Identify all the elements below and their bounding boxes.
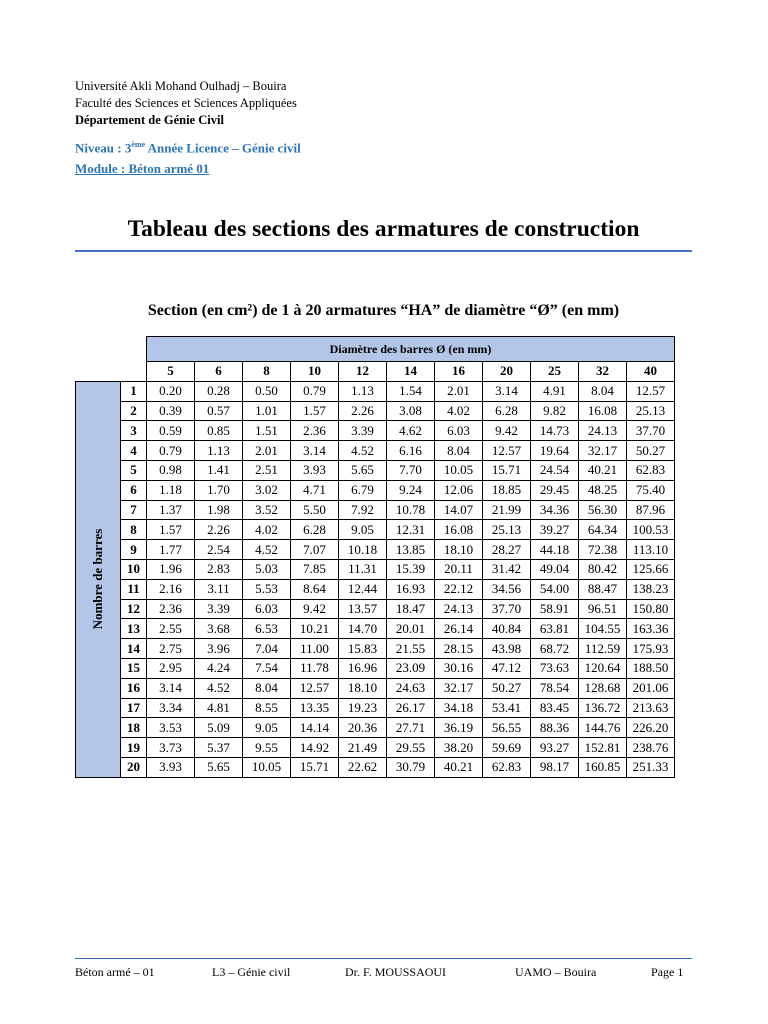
section-value: 8.64: [291, 579, 339, 599]
section-value: 50.27: [483, 678, 531, 698]
section-value: 7.04: [243, 639, 291, 659]
section-value: 4.81: [195, 698, 243, 718]
section-value: 1.41: [195, 460, 243, 480]
section-value: 34.18: [435, 698, 483, 718]
footer-author: Dr. F. MOUSSAOUI: [345, 965, 447, 979]
section-value: 3.93: [291, 460, 339, 480]
section-value: 56.55: [483, 718, 531, 738]
section-value: 15.83: [339, 639, 387, 659]
section-value: 2.75: [147, 639, 195, 659]
section-value: 2.36: [147, 599, 195, 619]
section-value: 160.85: [579, 757, 627, 777]
table-row: [76, 500, 675, 520]
table-row: [76, 381, 675, 401]
section-value: 5.65: [339, 460, 387, 480]
bar-count: 6: [121, 480, 147, 500]
section-value: 201.06: [627, 678, 675, 698]
table-row: [76, 441, 675, 461]
section-value: 58.91: [531, 599, 579, 619]
section-value: 68.72: [531, 639, 579, 659]
section-value: 5.50: [291, 500, 339, 520]
section-value: 10.21: [291, 619, 339, 639]
section-value: 4.24: [195, 658, 243, 678]
section-value: 3.53: [147, 718, 195, 738]
section-value: 32.17: [435, 678, 483, 698]
bar-count: 16: [121, 678, 147, 698]
section-value: 11.31: [339, 559, 387, 579]
section-value: 0.98: [147, 460, 195, 480]
section-value: 19.64: [531, 441, 579, 461]
bar-count: 12: [121, 599, 147, 619]
section-value: 1.01: [243, 401, 291, 421]
section-value: 1.54: [387, 381, 435, 401]
section-value: 62.83: [627, 460, 675, 480]
section-value: 10.18: [339, 540, 387, 560]
section-value: 5.53: [243, 579, 291, 599]
level-suffix: Année Licence – Génie civil: [145, 140, 301, 156]
section-value: 36.19: [435, 718, 483, 738]
section-value: 9.42: [291, 599, 339, 619]
diameter-40-header: 40: [627, 362, 675, 382]
section-value: 73.63: [531, 658, 579, 678]
section-value: 0.20: [147, 381, 195, 401]
section-value: 19.23: [339, 698, 387, 718]
section-value: 175.93: [627, 639, 675, 659]
diameter-6-header: 6: [195, 362, 243, 382]
section-value: 29.45: [531, 480, 579, 500]
title-underline: [75, 250, 692, 252]
diameter-16-header: 16: [435, 362, 483, 382]
section-value: 2.54: [195, 540, 243, 560]
section-value: 40.21: [579, 460, 627, 480]
section-value: 30.16: [435, 658, 483, 678]
section-value: 9.82: [531, 401, 579, 421]
table-row: [76, 678, 675, 698]
sections-table: [75, 336, 675, 778]
section-value: 28.15: [435, 639, 483, 659]
section-value: 7.92: [339, 500, 387, 520]
section-value: 7.85: [291, 559, 339, 579]
section-value: 24.54: [531, 460, 579, 480]
section-value: 5.65: [195, 757, 243, 777]
section-value: 96.51: [579, 599, 627, 619]
bar-count: 7: [121, 500, 147, 520]
bar-count: 20: [121, 757, 147, 777]
bar-count: 4: [121, 441, 147, 461]
bar-count: 14: [121, 639, 147, 659]
table-row: [76, 480, 675, 500]
table-row: [76, 579, 675, 599]
diameter-25-header: 25: [531, 362, 579, 382]
section-value: 37.70: [483, 599, 531, 619]
section-value: 34.36: [531, 500, 579, 520]
sections-table-body: [76, 381, 675, 777]
section-value: 152.81: [579, 738, 627, 758]
section-value: 4.52: [339, 441, 387, 461]
diameter-14-header: 14: [387, 362, 435, 382]
section-value: 150.80: [627, 599, 675, 619]
section-value: 0.50: [243, 381, 291, 401]
section-value: 1.98: [195, 500, 243, 520]
section-value: 14.73: [531, 421, 579, 441]
section-value: 24.13: [579, 421, 627, 441]
diameter-32-header: 32: [579, 362, 627, 382]
section-value: 251.33: [627, 757, 675, 777]
section-value: 120.64: [579, 658, 627, 678]
section-value: 20.01: [387, 619, 435, 639]
section-value: 5.03: [243, 559, 291, 579]
table-row: [76, 658, 675, 678]
section-value: 75.40: [627, 480, 675, 500]
footer-page: Page 1: [651, 965, 684, 979]
level-line: [75, 140, 301, 156]
section-value: 3.14: [483, 381, 531, 401]
diameter-20-header: 20: [483, 362, 531, 382]
section-value: 28.27: [483, 540, 531, 560]
section-value: 3.08: [387, 401, 435, 421]
section-value: 10.78: [387, 500, 435, 520]
corner-blank: [76, 337, 147, 362]
bar-count: 10: [121, 559, 147, 579]
section-value: 1.70: [195, 480, 243, 500]
section-value: 18.10: [435, 540, 483, 560]
section-value: 15.39: [387, 559, 435, 579]
section-value: 2.01: [243, 441, 291, 461]
section-value: 78.54: [531, 678, 579, 698]
section-value: 3.96: [195, 639, 243, 659]
footer-institution: UAMO – Bouira: [515, 965, 597, 979]
section-value: 144.76: [579, 718, 627, 738]
section-value: 16.93: [387, 579, 435, 599]
section-value: 18.10: [339, 678, 387, 698]
section-value: 29.55: [387, 738, 435, 758]
section-value: 3.02: [243, 480, 291, 500]
section-value: 2.95: [147, 658, 195, 678]
section-value: 22.12: [435, 579, 483, 599]
level-prefix: Niveau : 3: [75, 140, 132, 156]
bar-count: 15: [121, 658, 147, 678]
section-value: 8.04: [435, 441, 483, 461]
section-value: 24.63: [387, 678, 435, 698]
bar-count: 5: [121, 460, 147, 480]
table-row: [76, 738, 675, 758]
section-value: 40.84: [483, 619, 531, 639]
bar-count-label: Nombre de barres: [90, 528, 105, 630]
section-value: 64.34: [579, 520, 627, 540]
department-name: Département de Génie Civil: [75, 113, 224, 127]
bar-count: 19: [121, 738, 147, 758]
section-value: 5.09: [195, 718, 243, 738]
section-value: 6.28: [291, 520, 339, 540]
section-value: 88.47: [579, 579, 627, 599]
section-value: 21.99: [483, 500, 531, 520]
section-value: 14.07: [435, 500, 483, 520]
table-row: [76, 639, 675, 659]
section-value: 12.06: [435, 480, 483, 500]
section-value: 100.53: [627, 520, 675, 540]
section-value: 13.57: [339, 599, 387, 619]
section-value: 20.36: [339, 718, 387, 738]
section-value: 13.85: [387, 540, 435, 560]
section-value: 40.21: [435, 757, 483, 777]
corner-blank-2: [76, 362, 147, 382]
section-value: 44.18: [531, 540, 579, 560]
document-header: [75, 78, 297, 129]
footer-rule: [75, 958, 692, 959]
section-value: 6.16: [387, 441, 435, 461]
section-value: 16.96: [339, 658, 387, 678]
section-value: 12.57: [291, 678, 339, 698]
section-value: 7.54: [243, 658, 291, 678]
section-value: 128.68: [579, 678, 627, 698]
table-row: [76, 520, 675, 540]
section-value: 6.53: [243, 619, 291, 639]
section-value: 4.52: [243, 540, 291, 560]
section-value: 43.98: [483, 639, 531, 659]
section-value: 15.71: [291, 757, 339, 777]
section-value: 4.71: [291, 480, 339, 500]
section-value: 63.81: [531, 619, 579, 639]
section-value: 2.26: [339, 401, 387, 421]
section-value: 10.05: [435, 460, 483, 480]
section-value: 25.13: [627, 401, 675, 421]
section-value: 138.23: [627, 579, 675, 599]
section-value: 3.34: [147, 698, 195, 718]
section-value: 2.26: [195, 520, 243, 540]
table-row: [76, 559, 675, 579]
section-value: 16.08: [579, 401, 627, 421]
section-value: 26.14: [435, 619, 483, 639]
section-value: 4.52: [195, 678, 243, 698]
section-value: 39.27: [531, 520, 579, 540]
section-value: 0.79: [291, 381, 339, 401]
section-value: 9.42: [483, 421, 531, 441]
section-value: 7.70: [387, 460, 435, 480]
section-value: 53.41: [483, 698, 531, 718]
section-value: 3.39: [195, 599, 243, 619]
section-value: 1.13: [195, 441, 243, 461]
section-value: 1.13: [339, 381, 387, 401]
section-value: 31.42: [483, 559, 531, 579]
faculty-name: Faculté des Sciences et Sciences Appliquées: [75, 96, 297, 110]
section-value: 1.51: [243, 421, 291, 441]
table-row: [76, 599, 675, 619]
bar-count: 3: [121, 421, 147, 441]
table-row: [76, 540, 675, 560]
level-superscript: ème: [131, 140, 146, 149]
section-value: 1.77: [147, 540, 195, 560]
table-row: [76, 698, 675, 718]
section-value: 20.11: [435, 559, 483, 579]
section-value: 0.79: [147, 441, 195, 461]
section-value: 2.01: [435, 381, 483, 401]
section-value: 113.10: [627, 540, 675, 560]
section-value: 0.85: [195, 421, 243, 441]
section-value: 9.05: [243, 718, 291, 738]
section-value: 8.04: [243, 678, 291, 698]
section-value: 15.71: [483, 460, 531, 480]
section-value: 34.56: [483, 579, 531, 599]
section-value: 3.11: [195, 579, 243, 599]
section-value: 87.96: [627, 500, 675, 520]
table-row: [76, 460, 675, 480]
section-value: 72.38: [579, 540, 627, 560]
table-row: [76, 619, 675, 639]
section-value: 11.78: [291, 658, 339, 678]
section-value: 50.27: [627, 441, 675, 461]
table-subtitle: Section (en cm²) de 1 à 20 armatures “HA” de diamètre “Ø” (en mm): [147, 302, 620, 319]
bar-count: 13: [121, 619, 147, 639]
bar-count: 17: [121, 698, 147, 718]
section-value: 62.83: [483, 757, 531, 777]
section-value: 4.91: [531, 381, 579, 401]
section-value: 2.16: [147, 579, 195, 599]
bar-count: 9: [121, 540, 147, 560]
section-value: 1.18: [147, 480, 195, 500]
section-value: 3.14: [291, 441, 339, 461]
page-title: Tableau des sections des armatures de construction: [127, 216, 640, 242]
section-value: 2.55: [147, 619, 195, 639]
section-value: 188.50: [627, 658, 675, 678]
section-value: 0.57: [195, 401, 243, 421]
section-value: 14.70: [339, 619, 387, 639]
bar-count: 8: [121, 520, 147, 540]
section-value: 8.55: [243, 698, 291, 718]
section-value: 56.30: [579, 500, 627, 520]
section-value: 226.20: [627, 718, 675, 738]
section-value: 0.28: [195, 381, 243, 401]
section-value: 0.59: [147, 421, 195, 441]
table-row: [76, 757, 675, 777]
table-row: [76, 421, 675, 441]
section-value: 213.63: [627, 698, 675, 718]
section-value: 3.93: [147, 757, 195, 777]
section-value: 136.72: [579, 698, 627, 718]
section-value: 80.42: [579, 559, 627, 579]
section-value: 37.70: [627, 421, 675, 441]
bar-count: 1: [121, 381, 147, 401]
section-value: 4.62: [387, 421, 435, 441]
footer-module: Béton armé – 01: [75, 965, 155, 979]
section-value: 1.96: [147, 559, 195, 579]
section-value: 27.71: [387, 718, 435, 738]
section-value: 7.07: [291, 540, 339, 560]
table-row: [76, 401, 675, 421]
section-value: 3.68: [195, 619, 243, 639]
section-value: 49.04: [531, 559, 579, 579]
diameter-12-header: 12: [339, 362, 387, 382]
section-value: 5.37: [195, 738, 243, 758]
section-value: 4.02: [435, 401, 483, 421]
section-value: 93.27: [531, 738, 579, 758]
bar-count: 2: [121, 401, 147, 421]
section-value: 23.09: [387, 658, 435, 678]
section-value: 4.02: [243, 520, 291, 540]
section-value: 11.00: [291, 639, 339, 659]
section-value: 6.79: [339, 480, 387, 500]
section-value: 0.39: [147, 401, 195, 421]
section-value: 38.20: [435, 738, 483, 758]
section-value: 3.73: [147, 738, 195, 758]
diameter-header: Diamètre des barres Ø (en mm): [147, 337, 675, 362]
section-value: 18.47: [387, 599, 435, 619]
bar-count: 11: [121, 579, 147, 599]
diameter-5-header: 5: [147, 362, 195, 382]
section-value: 26.17: [387, 698, 435, 718]
diameter-10-header: 10: [291, 362, 339, 382]
section-value: 12.31: [387, 520, 435, 540]
section-value: 8.04: [579, 381, 627, 401]
section-value: 6.03: [435, 421, 483, 441]
section-value: 1.57: [291, 401, 339, 421]
section-value: 9.55: [243, 738, 291, 758]
section-value: 21.55: [387, 639, 435, 659]
section-value: 1.37: [147, 500, 195, 520]
footer-level: L3 – Génie civil: [212, 965, 291, 979]
section-value: 6.28: [483, 401, 531, 421]
section-value: 9.05: [339, 520, 387, 540]
section-value: 83.45: [531, 698, 579, 718]
module-line: Module : Béton armé 01: [75, 161, 210, 176]
section-value: 2.36: [291, 421, 339, 441]
bar-count: 18: [121, 718, 147, 738]
diameter-header-row: [76, 337, 675, 362]
section-value: 1.57: [147, 520, 195, 540]
section-value: 21.49: [339, 738, 387, 758]
section-value: 54.00: [531, 579, 579, 599]
section-value: 2.83: [195, 559, 243, 579]
section-value: 3.14: [147, 678, 195, 698]
diameter-8-header: 8: [243, 362, 291, 382]
section-value: 12.57: [483, 441, 531, 461]
section-value: 14.92: [291, 738, 339, 758]
section-value: 24.13: [435, 599, 483, 619]
section-value: 12.44: [339, 579, 387, 599]
section-value: 163.36: [627, 619, 675, 639]
bar-count-header: [76, 381, 121, 777]
section-value: 47.12: [483, 658, 531, 678]
section-value: 25.13: [483, 520, 531, 540]
section-value: 30.79: [387, 757, 435, 777]
section-value: 13.35: [291, 698, 339, 718]
diameter-values-row: [76, 362, 675, 382]
section-value: 16.08: [435, 520, 483, 540]
section-value: 2.51: [243, 460, 291, 480]
section-value: 22.62: [339, 757, 387, 777]
section-value: 9.24: [387, 480, 435, 500]
section-value: 14.14: [291, 718, 339, 738]
section-value: 18.85: [483, 480, 531, 500]
section-value: 112.59: [579, 639, 627, 659]
section-value: 10.05: [243, 757, 291, 777]
section-value: 12.57: [627, 381, 675, 401]
section-value: 3.39: [339, 421, 387, 441]
section-value: 3.52: [243, 500, 291, 520]
section-value: 98.17: [531, 757, 579, 777]
university-name: Université Akli Mohand Oulhadj – Bouira: [75, 79, 287, 93]
section-value: 59.69: [483, 738, 531, 758]
section-value: 48.25: [579, 480, 627, 500]
table-row: [76, 718, 675, 738]
section-value: 88.36: [531, 718, 579, 738]
section-value: 32.17: [579, 441, 627, 461]
section-value: 6.03: [243, 599, 291, 619]
section-value: 125.66: [627, 559, 675, 579]
section-value: 104.55: [579, 619, 627, 639]
section-value: 238.76: [627, 738, 675, 758]
